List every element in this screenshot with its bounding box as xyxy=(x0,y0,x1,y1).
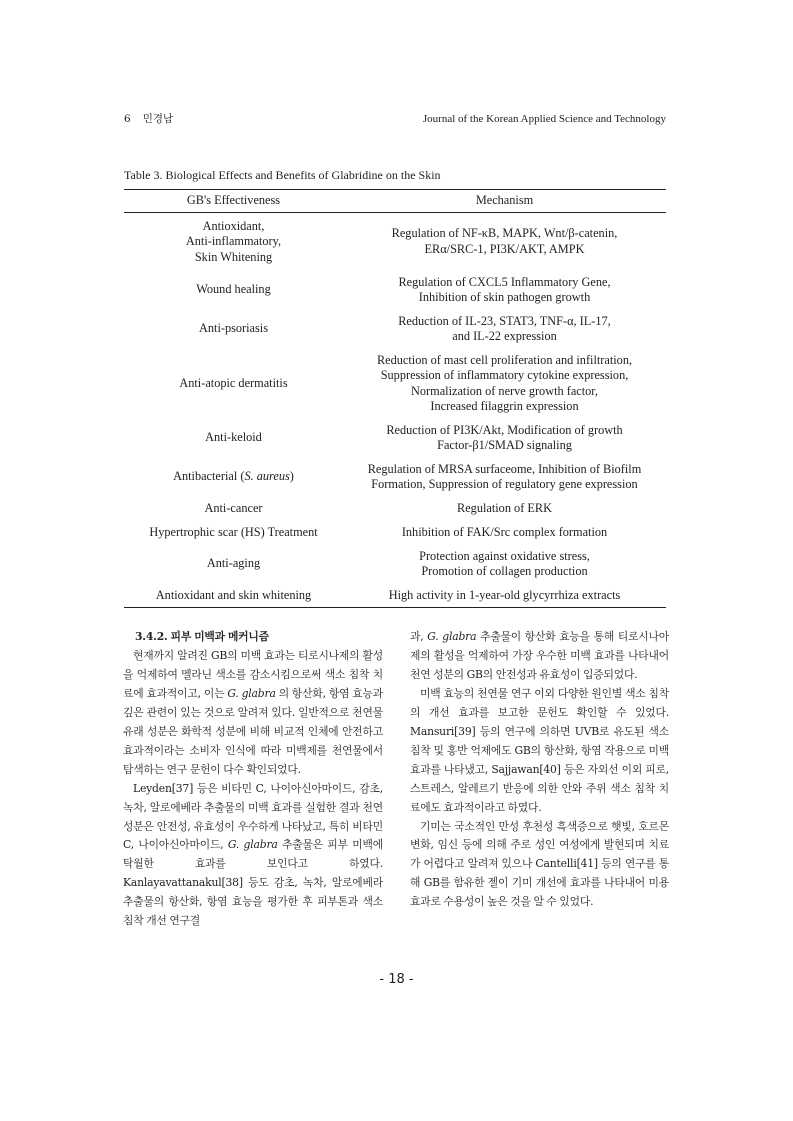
table-header-row xyxy=(124,190,666,213)
effect-cell: Anti-aging xyxy=(206,556,261,571)
mechanism-cell xyxy=(343,545,666,584)
mechanism-line: Normalization of nerve growth factor, xyxy=(411,383,598,398)
table-row xyxy=(124,213,666,271)
page-number: - 18 - xyxy=(379,972,414,987)
mechanism-cell xyxy=(343,419,666,458)
effect-cell: Antioxidant and skin whitening xyxy=(155,587,312,602)
mechanism-cell xyxy=(343,213,666,271)
effect-cell xyxy=(124,213,343,271)
mechanism-line: Formation, Suppression of regulatory gene expression xyxy=(371,477,638,491)
effect-line: Antioxidant, xyxy=(202,218,265,233)
mechanism-line: ERα/SRC-1, PI3K/AKT, AMPK xyxy=(424,241,585,256)
effect-cell: Anti-psoriasis xyxy=(199,321,268,336)
mechanism-line: Reduction of PI3K/Akt, Modification of growth xyxy=(386,422,623,437)
mechanism-line: Promotion of collagen production xyxy=(421,564,588,578)
header-author: 민경남 xyxy=(142,113,174,125)
mechanism-line: Suppression of inflammatory cytokine expression, xyxy=(380,368,629,382)
mechanism-line: Protection against oxidative stress, xyxy=(419,548,590,563)
body-column-right xyxy=(410,628,669,912)
mechanism-line: Regulation of NF-κB, MAPK, Wnt/β-catenin, xyxy=(391,226,618,241)
mechanism-line: Regulation of CXCL5 Inflammatory Gene, xyxy=(398,274,611,289)
mechanism-line: Increased filaggrin expression xyxy=(430,399,579,413)
effect-cell: Hypertrophic scar (HS) Treatment xyxy=(149,524,318,539)
table-row xyxy=(124,458,666,497)
mechanism-cell: High activity in 1-year-old glycyrrhiza extracts xyxy=(388,587,621,602)
table-row xyxy=(124,497,666,521)
effect-cell: Anti-cancer xyxy=(204,500,263,515)
mechanism-cell: Inhibition of FAK/Src complex formation xyxy=(401,524,608,539)
mechanism-cell xyxy=(343,310,666,349)
paragraph: 미백 효능의 천연물 연구 이외 다양한 원인별 색소 침착의 개선 효과를 보고한 문헌도 확인할 수 있었다. Mansuri[39] 등의 연구에 의하면 UVB로 유도된 색소 침착 및 홍반 억제에도 GB의 항산화, 항염 작용으로 미백 효과를 나타냈고, Sajjawan[40] 등은 자외선 이외 피로, 스트레스, 알레르기 반응에 의한 안와 주위 색소 침착 치료에도 효과적이라고 하였다. xyxy=(410,686,669,814)
mechanism-line: Reduction of IL-23, STAT3, TNF-α, IL-17, xyxy=(398,313,611,328)
header-page-number: 6 xyxy=(124,113,131,125)
table-row xyxy=(124,521,666,545)
mechanism-cell xyxy=(343,458,666,497)
column-header-effectiveness: GB's Effectiveness xyxy=(124,190,343,213)
species-name: G. glabra xyxy=(227,686,276,700)
effect-cell: Antibacterial (S. aureus) xyxy=(173,469,294,484)
mechanism-line: and IL-22 expression xyxy=(452,329,557,343)
mechanism-line: Inhibition of skin pathogen growth xyxy=(418,290,591,304)
running-header xyxy=(124,110,666,128)
table-row xyxy=(124,349,666,419)
table-row xyxy=(124,310,666,349)
species-name: G. glabra xyxy=(427,630,477,643)
mechanism-line: Factor-β1/SMAD signaling xyxy=(437,438,572,452)
effect-cell: Anti-keloid xyxy=(205,430,262,445)
mechanism-cell: Regulation of ERK xyxy=(457,500,552,515)
mechanism-line: Reduction of mast cell proliferation and infiltration, xyxy=(376,352,633,367)
table-row xyxy=(124,584,666,608)
paragraph: 기미는 국소적인 만성 후천성 흑색증으로 햇빛, 호르몬 변화, 임신 등에 의해 주로 성인 여성에게 발현되며 치료가 어렵다고 알려져 있으나 Cantelli[41] 등의 연구를 통해 GB를 함유한 젤이 기미 개선에 효과를 나타내어 미용 효과로 수용성이 높은 것을 알 수 있었다. xyxy=(410,819,669,909)
table-row xyxy=(124,271,666,310)
mechanism-line: Regulation of MRSA surfaceome, Inhibition of Biofilm xyxy=(367,461,642,476)
effects-table xyxy=(124,189,666,608)
paragraph: Leyden[37] 등은 비타민 C, 나이아신아마이드, 감초, 녹차, 알로에베라 추출물의 미백 효과를 실험한 결과 천연 성분은 안전성, 유효성이 우수하게 나타났고, 특히 비타민 C, 나이아신아마이드, G. glabra 추출물은 피부 미백에 탁월한 효과를 보인다고 하였다. Kanlayavattanakul[38] 등도 감초, 녹차, 알로에베라 추출물의 항산화, 항염 효능을 평가한 후 피부톤과 색소 침착 개선 연구결 xyxy=(123,781,383,928)
species-name: S. aureus xyxy=(244,469,290,484)
paragraph: 과, G. glabra 추출물이 항산화 효능을 통해 티로시나아제의 활성을 억제하여 가장 우수한 미백 효과를 나타내어 천연 성분의 GB의 안전성과 유효성이 입증되었다. xyxy=(410,630,669,681)
header-left xyxy=(124,110,173,128)
effect-line: Skin Whitening xyxy=(194,249,273,264)
header-journal: Journal of the Korean Applied Science and Technology xyxy=(422,113,666,125)
effect-cell: Anti-atopic dermatitis xyxy=(179,375,288,390)
section-heading: 3.4.2. 피부 미백과 메커니즘 xyxy=(135,630,269,643)
table-row xyxy=(124,545,666,584)
body-column-left xyxy=(123,628,383,931)
species-name: G. glabra xyxy=(227,838,278,852)
table-row xyxy=(124,419,666,458)
column-header-mechanism: Mechanism xyxy=(343,190,666,213)
paragraph: 현재까지 알려진 GB의 미백 효과는 티로시나제의 활성을 억제하여 멜라닌 색소를 감소시킴으로써 색소 침착 치료에 효과적이고, 이는 G. glabra 의 항산화, 항염 효능과 깊은 관련이 있는 것으로 알려져 있다. 일반적으로 천연물 유래 성분은 화학적 성분에 비해 비교적 인체에 안전하고 효과적이라는 소비자 인식에 따라 미백제를 천연물에서 탐색하는 연구 문헌이 다수 확인되었다. xyxy=(123,648,384,776)
effect-cell: Wound healing xyxy=(196,282,271,297)
mechanism-cell xyxy=(343,349,666,419)
mechanism-cell xyxy=(343,271,666,310)
table-caption: Table 3. Biological Effects and Benefits of Glabridine on the Skin xyxy=(124,168,441,182)
effect-line: Anti-inflammatory, xyxy=(185,234,282,248)
